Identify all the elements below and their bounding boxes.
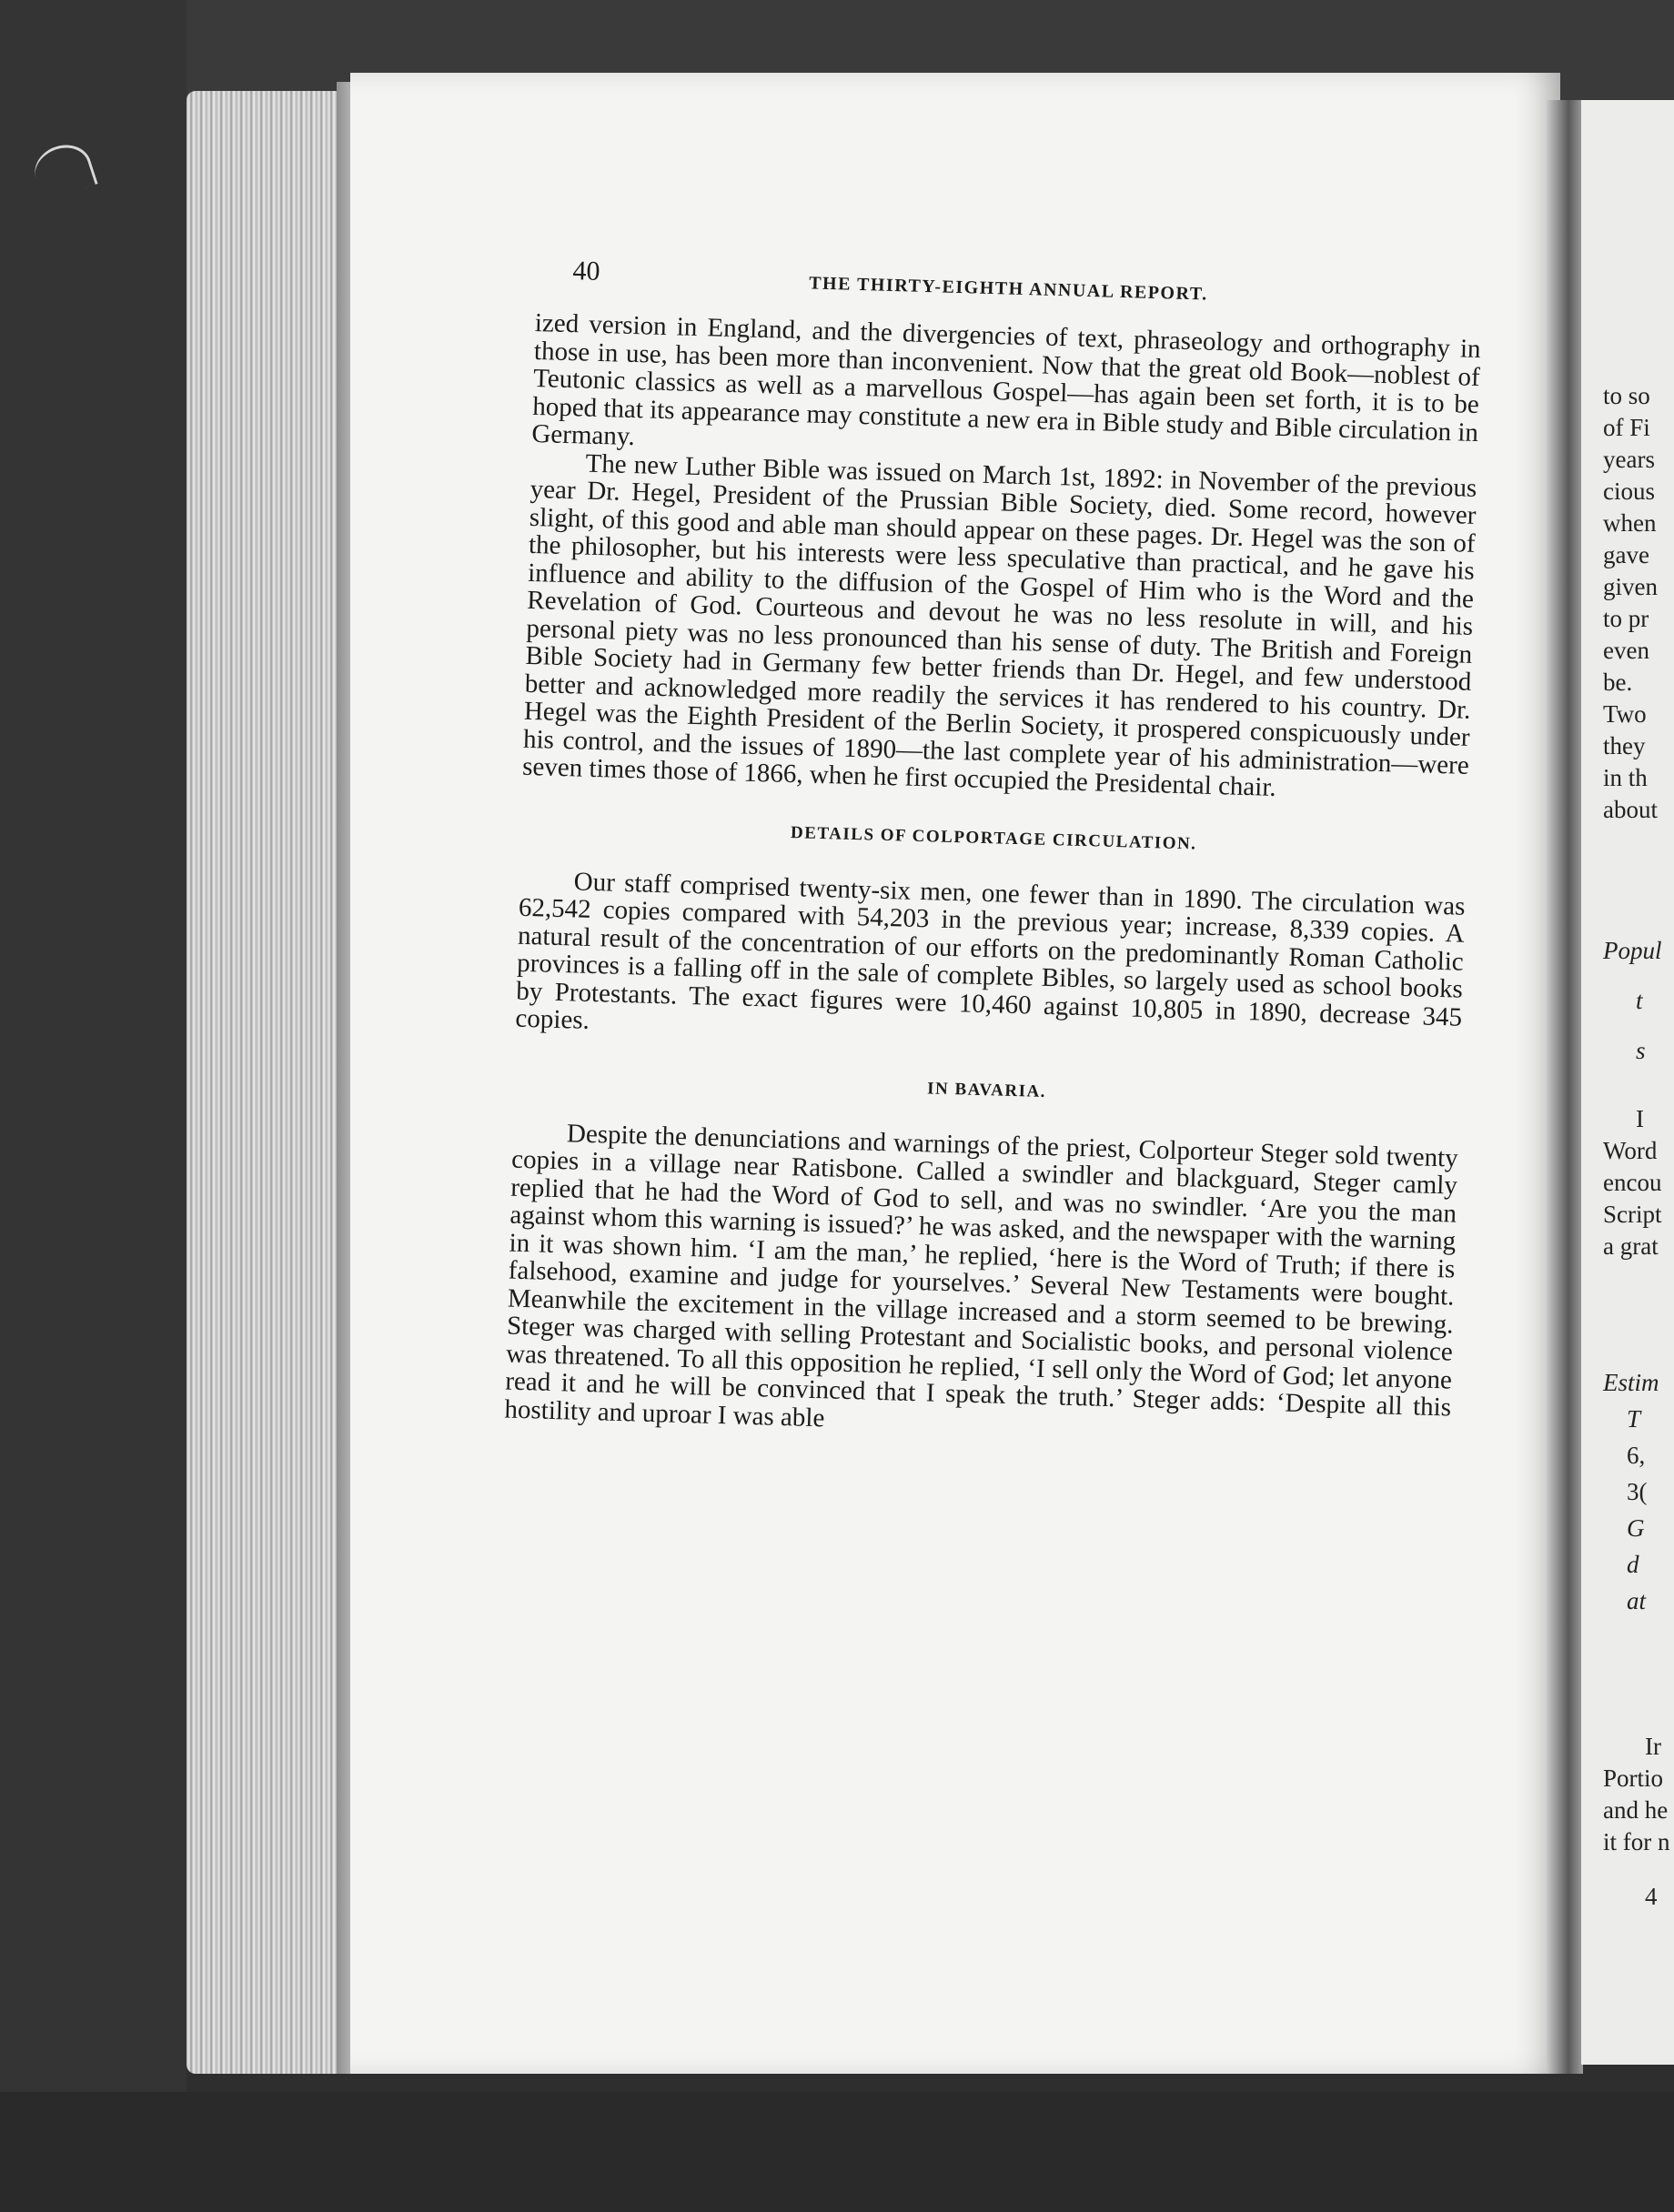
book-gutter (1547, 100, 1583, 2074)
facing-line: about (1603, 796, 1658, 823)
facing-line: in th (1603, 764, 1648, 791)
facing-line: 3( (1627, 1478, 1648, 1505)
facing-line: at (1627, 1587, 1647, 1614)
facing-line: s (1636, 1037, 1646, 1064)
facing-line: it for n (1603, 1828, 1670, 1855)
facing-line: G (1627, 1514, 1645, 1542)
colportage-paragraph: Our staff comprised twenty-six men, one fewer than in 1890. The circulation was 62,542 copies compared with 54,203 in the previous year; increase, 8,339 copies. A natural result of the concentration of our efforts on the predominantly Roman Catholic provinces is a falling off in the sale of complete Bibles, so largely used as school books by Protestants. The exact figures were 10,460 against 10,805 in 1890, decrease 345 copies. (515, 866, 1466, 1035)
facing-line: d (1627, 1551, 1639, 1578)
facing-line: t (1636, 987, 1643, 1014)
scan-background-left (0, 0, 187, 2212)
facing-page (1581, 100, 1674, 2065)
section-heading-colportage: DETAILS OF COLPORTAGE CIRCULATION. (790, 822, 1197, 854)
facing-line: Ir (1645, 1733, 1661, 1760)
facing-line: Popul (1603, 937, 1662, 964)
facing-line: a grat (1603, 1232, 1659, 1260)
facing-line: Portio (1603, 1765, 1664, 1792)
facing-line: cious (1603, 478, 1655, 505)
facing-line: to pr (1603, 605, 1649, 632)
facing-line: they (1603, 732, 1646, 759)
facing-line: Word (1603, 1137, 1658, 1164)
facing-line: Script (1603, 1201, 1662, 1228)
facing-line: 6, (1627, 1442, 1646, 1469)
facing-line: I (1636, 1105, 1644, 1132)
facing-line: Two (1603, 700, 1647, 728)
facing-line: of Fi (1603, 414, 1650, 441)
facing-line: when (1603, 509, 1657, 537)
hegel-paragraph: The new Luther Bible was issued on March 1st, 1892: in November of the previous year Dr. Hegel, President of the Prussian Bible Society, died. Some record, however slight, of this good and able man should appear on these pages. Dr. Hegel was the son of the philosopher, but his interests were less speculative than practical, and he gave his influence and ability to the diffusion of the Gospel of Him who is the Word and the Revelation of God. Courteous and devout he was no less resolute in will, and his personal piety was no less pronounced than his sense of duty. The British and Foreign Bible Society had in Germany few better friends than Dr. Hegel, and few understood better and acknowledged more readily the services it has rendered to his country. Dr. Hegel was the Eighth President of the Berlin Society, it prospered conspicuously under his control, and the issues of 1890—the last complete year of his administration—were seven times those of 1866, when he first occupied the Presidental chair. (521, 448, 1477, 802)
facing-line: T (1627, 1405, 1641, 1433)
section-heading-bavaria: IN BAVARIA. (926, 1078, 1047, 1101)
page-number: 40 (572, 256, 600, 287)
running-header-title: THE THIRTY-EIGHTH ANNUAL REPORT. (808, 273, 1208, 305)
facing-line: to so (1603, 382, 1650, 409)
facing-line: even (1603, 637, 1649, 664)
facing-line: years (1603, 446, 1655, 473)
facing-line: encou (1603, 1169, 1662, 1196)
facing-line: given (1603, 573, 1658, 600)
facing-line: Estim (1603, 1369, 1659, 1396)
intro-paragraph: ized version in England, and the divergencies of text, phraseology and orthography in those in use, has been more than inconvenient. Now that the great old Book—noblest of Teutonic classics as well as a marvellous Gospel—has again been set forth, it is to be hoped that its appearance may constitute a new era in Bible study and Bible circulation in Germany. (531, 307, 1481, 452)
facing-page-number: 4 (1645, 1883, 1658, 1910)
bavaria-paragraph: Despite the denunciations and warnings of the priest, Colporteur Steger sold twenty copies in a village near Ratisbone. Called a swindler and blackguard, Steger camly replied that he had the Word of God to sell, and was no swindler. ‘Are you the man against whom this warning is issued?’ he was asked, and the newspaper with the warning in it was shown him. ‘I am the man,’ he replied, ‘here is the Word of Truth; if there is falsehood, examine and judge for yourselves.’ Several New Testaments were bought. Meanwhile the excitement in the village increased and a storm seemed to be brewing. Steger was charged with selling Protestant and Socialistic books, and personal violence was threatened. To all this opposition he replied, ‘I sell only the Word of God; let anyone read it and he will be convinced that I speak the truth.’ Steger adds: ‘Despite all this hostility and uproar I was able (504, 1118, 1459, 1433)
facing-line: gave (1603, 541, 1649, 568)
scan-background-bottom (0, 2092, 1674, 2212)
facing-line: and he (1603, 1796, 1669, 1824)
text-column (504, 255, 1482, 1450)
book-page-edges (187, 91, 350, 2074)
facing-line: be. (1603, 669, 1633, 696)
